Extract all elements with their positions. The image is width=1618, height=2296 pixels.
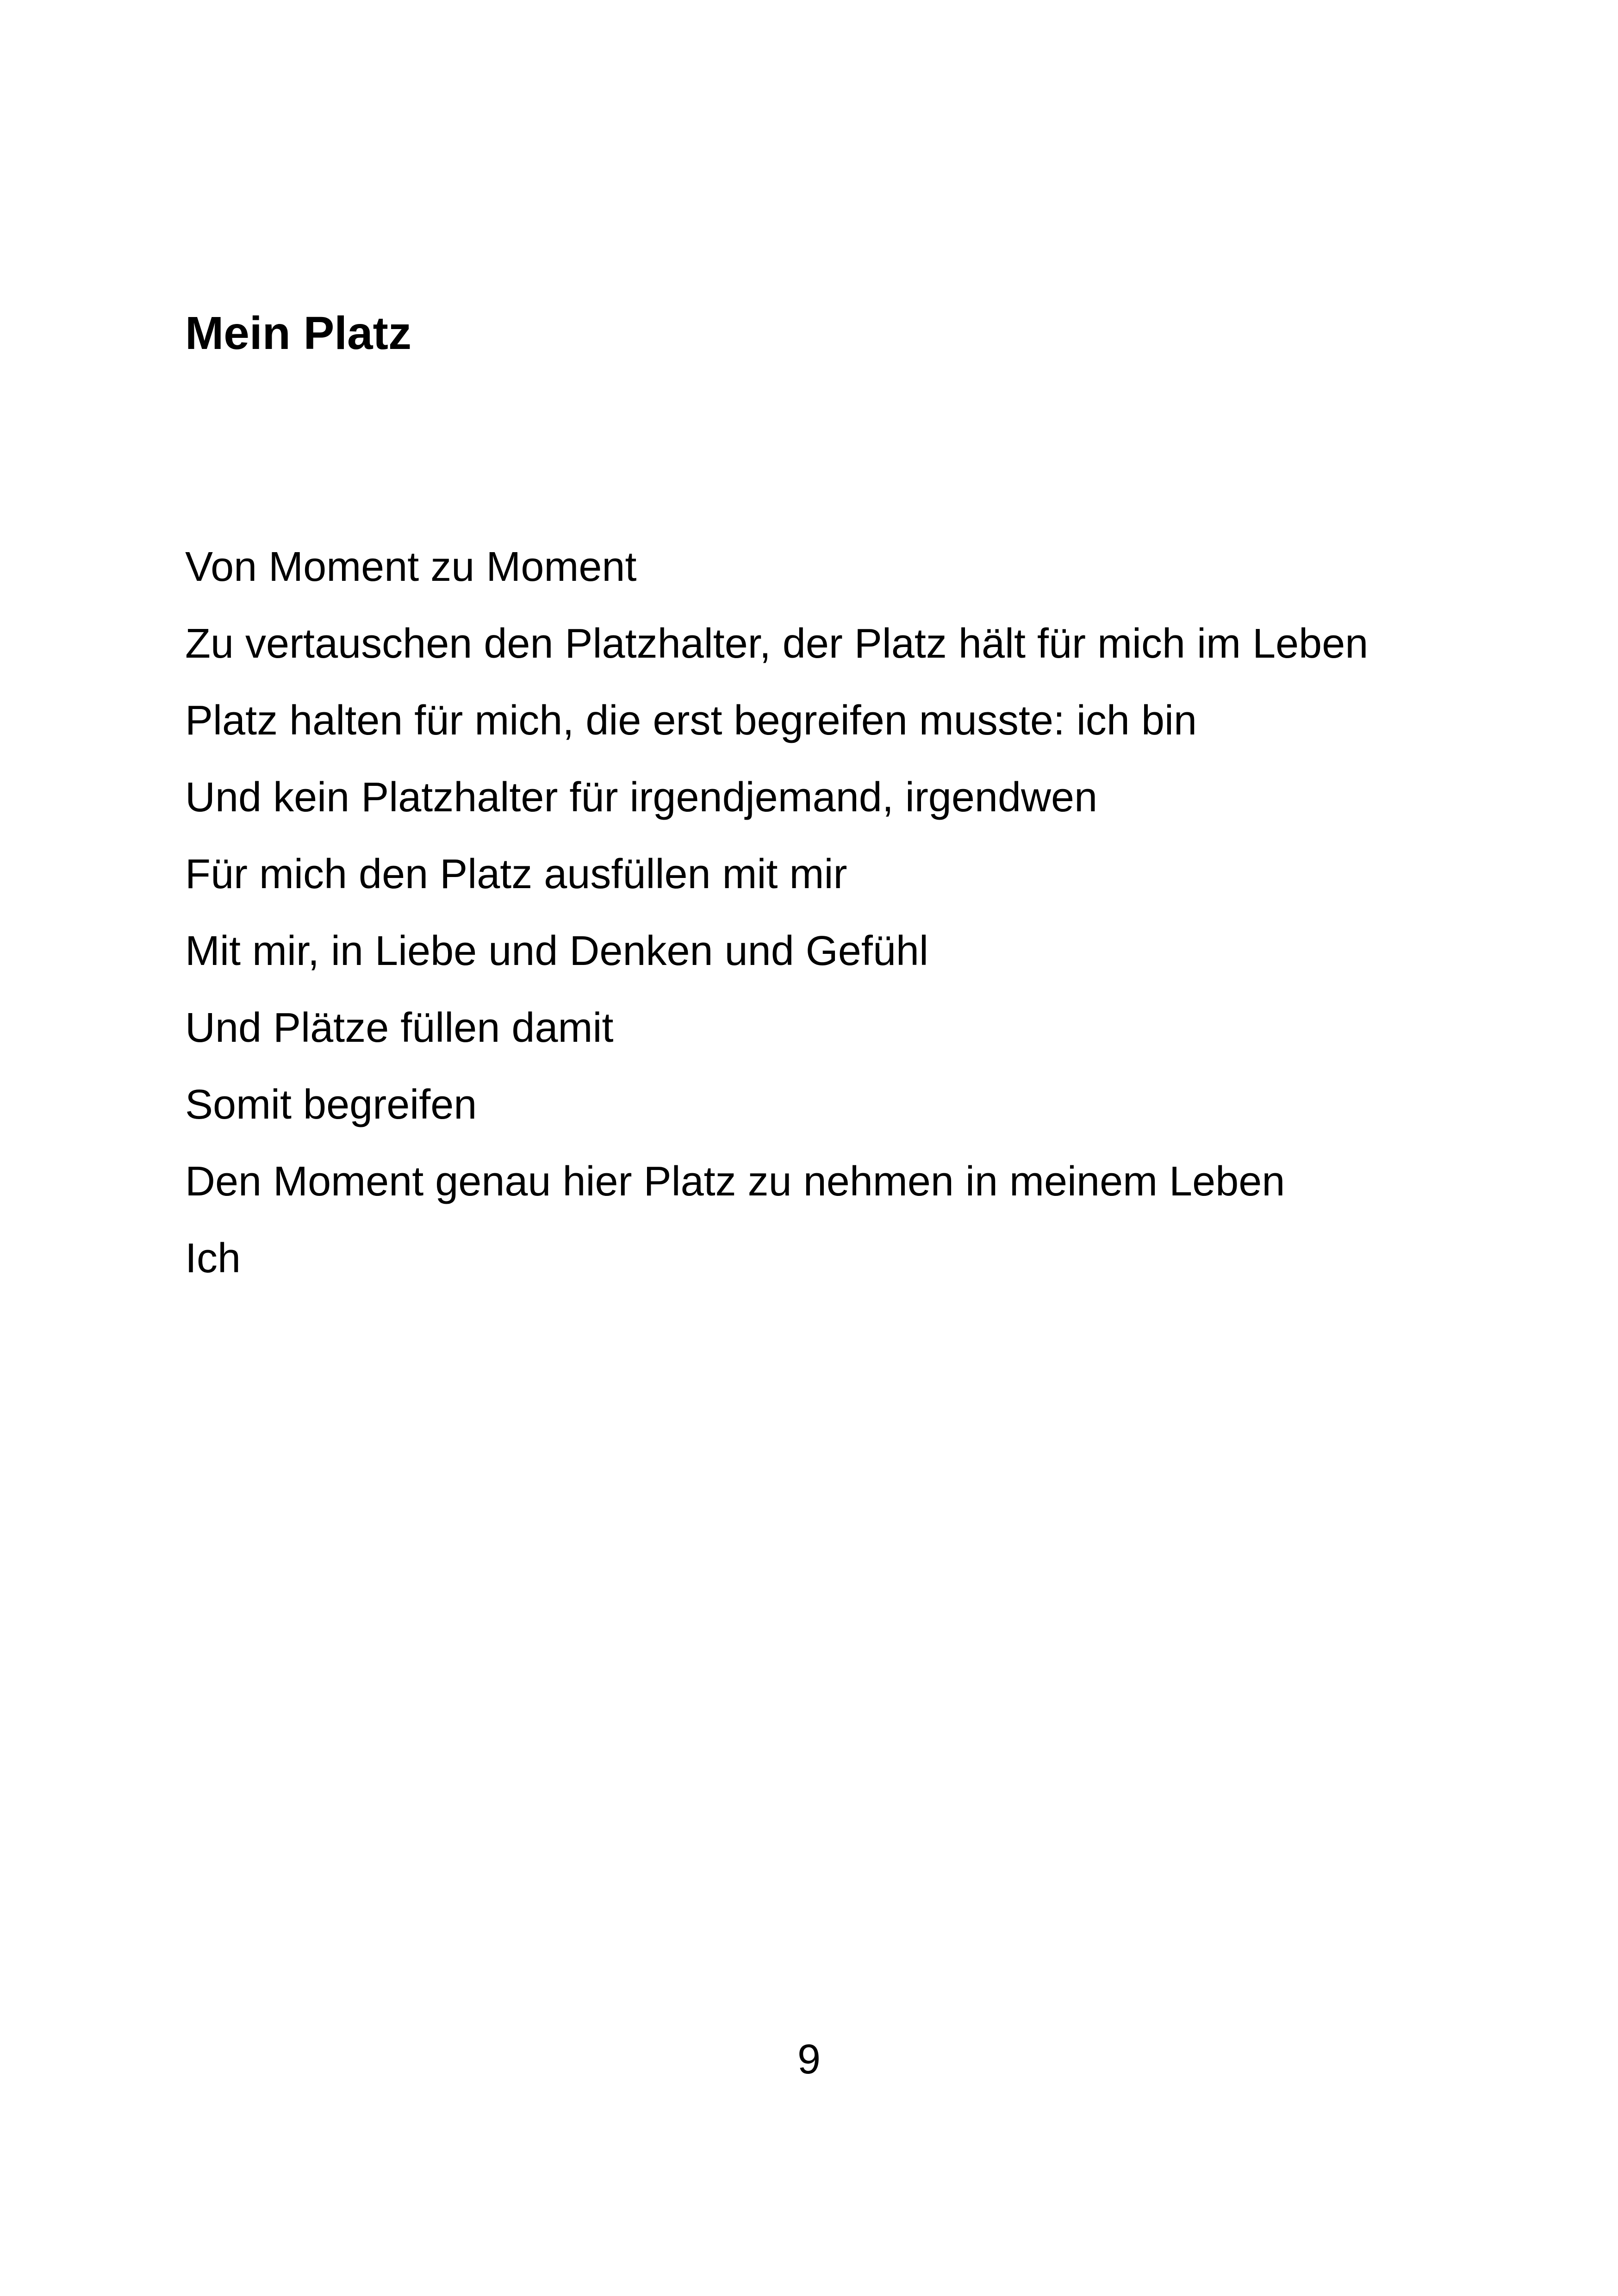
poem-line: Den Moment genau hier Platz zu nehmen in meinem Leben (185, 1158, 1285, 1205)
poem-line: Zu vertauschen den Platzhalter, der Platz hält für mich im Leben (185, 621, 1369, 667)
poem-line: Platz halten für mich, die erst begreifen musste: ich bin (185, 697, 1197, 744)
poem-line: Somit begreifen (185, 1082, 477, 1128)
poem-line: Mit mir, in Liebe und Denken und Gefühl (185, 928, 928, 974)
page-title: Mein Platz (185, 307, 411, 359)
poem-line: Und Plätze füllen damit (185, 1005, 614, 1051)
poem-line: Für mich den Platz ausfüllen mit mir (185, 851, 847, 897)
poem-line: Ich (185, 1235, 241, 1282)
poem-line: Und kein Platzhalter für irgendjemand, irgendwen (185, 774, 1098, 821)
poem-body (185, 539, 1368, 1307)
page-number: 9 (797, 2036, 821, 2083)
poem-line: Von Moment zu Moment (185, 544, 637, 590)
